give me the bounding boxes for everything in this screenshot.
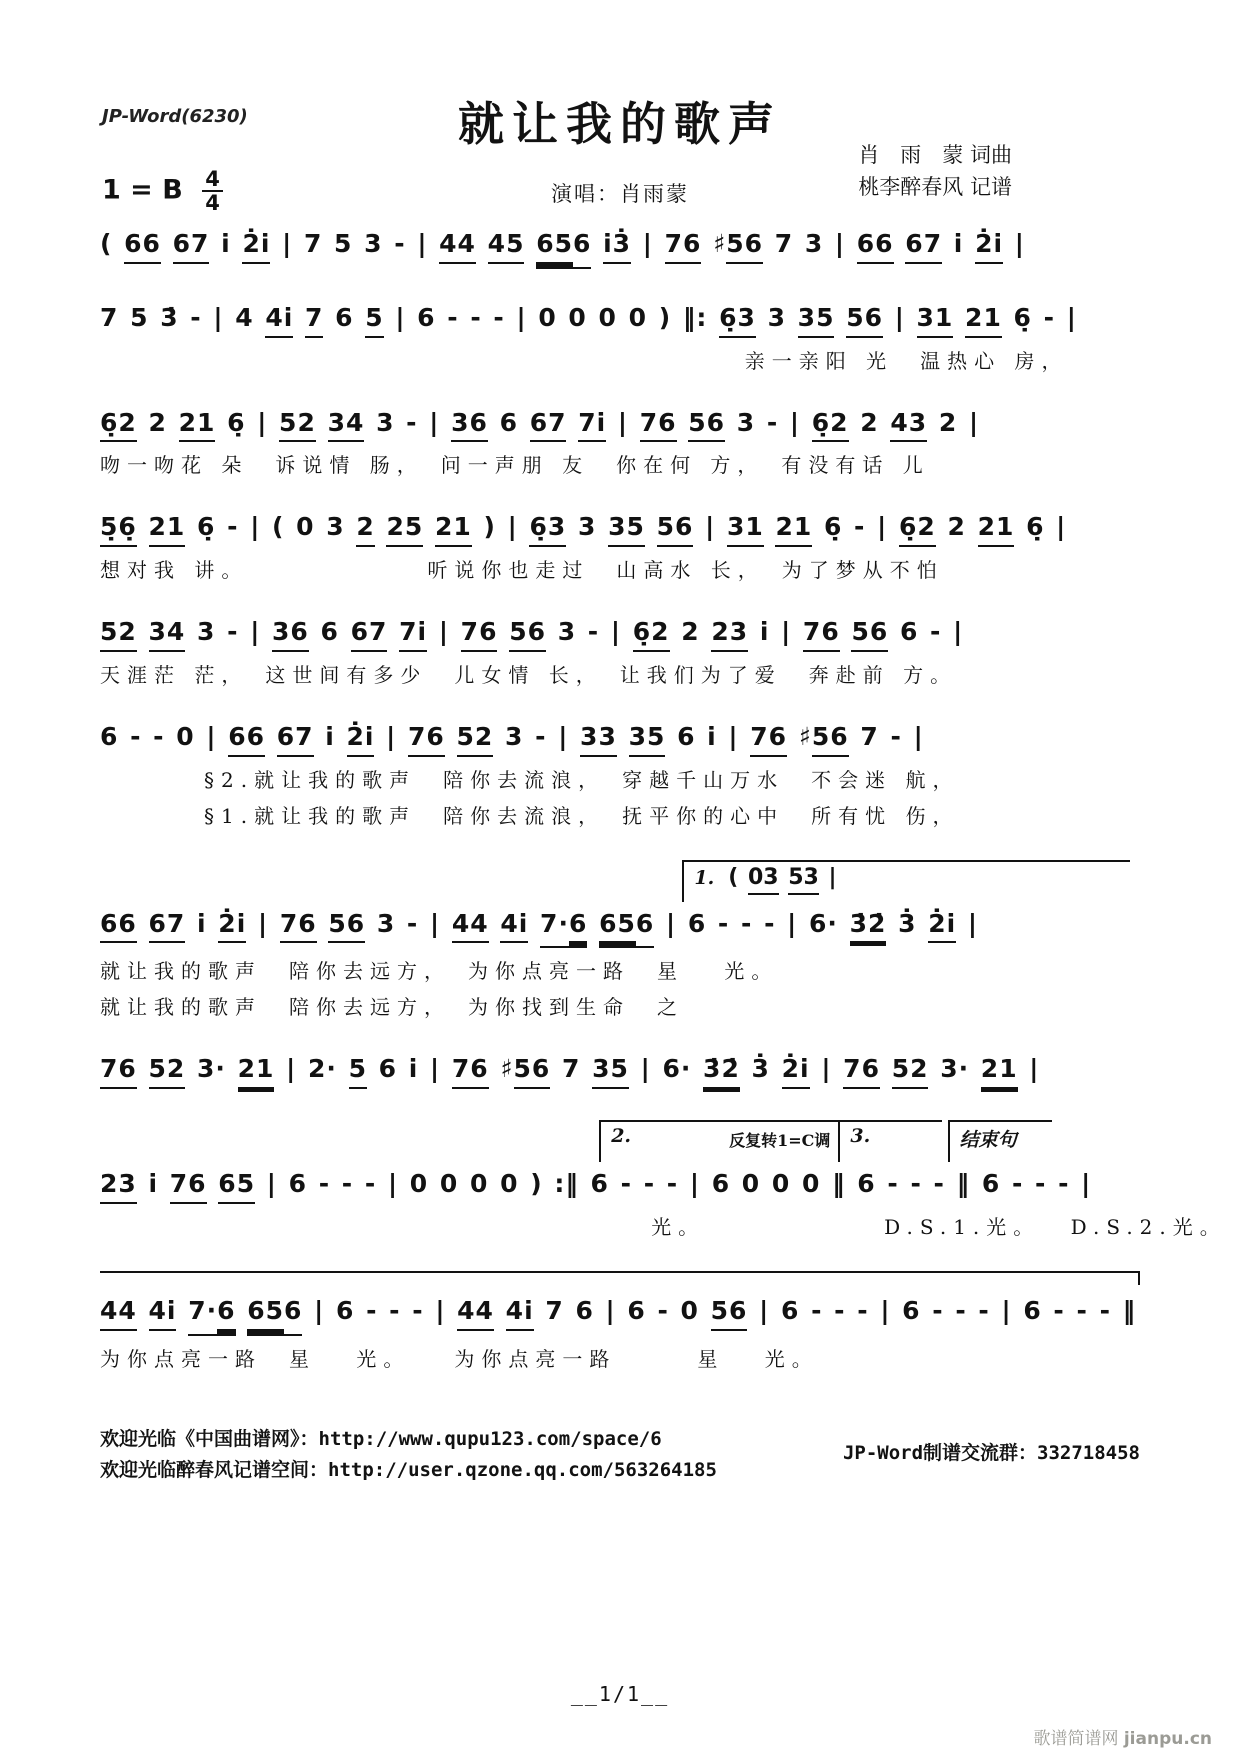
- volta-pickup-notes: ( 03 53 |: [728, 865, 836, 895]
- score-line-3: [100, 405, 1140, 479]
- watermark-site: jianpu.cn: [1123, 1729, 1212, 1749]
- volta-label: 2.: [611, 1125, 632, 1147]
- lyric-row: 就让我的歌声 陪你去远方， 为你点亮一路 星 光。: [100, 959, 779, 984]
- volta-bracket: [599, 1120, 838, 1162]
- volta-bracket: [948, 1120, 1052, 1162]
- notation-row: 6 - - 0 | 66 67 i 2̇i | 76 52 3 - | 33 35 6 i | 76 ♯56 7 - |: [100, 719, 1140, 757]
- lyric-row: 就让我的歌声 陪你去远方， 为你找到生命 之: [100, 995, 684, 1020]
- volta-row: [100, 860, 1140, 906]
- time-top: 4: [202, 168, 223, 192]
- credit-lyrics-music: 肖 雨 蒙 词曲: [858, 143, 1012, 167]
- lyric-row: 天涯茫 茫， 这世间有多少 儿女情 长， 让我们为了爱 奔赴前 方。: [100, 662, 958, 687]
- notation-row: 66 67 i 2̇i | 76 56 3 - | 44 4i 7·6 656 | 6 - - - | 6· 3̇2̇ 3̇ 2̇i |: [100, 906, 1140, 949]
- footer-link-qupu: 欢迎光临《中国曲谱网》：http://www.qupu123.com/space/6: [100, 1427, 662, 1450]
- lyric-row: 吻一吻花 朵 诉说情 肠， 问一声朋 友 你在何 方， 有没有话 儿: [100, 453, 930, 478]
- lyric-row: 亲一亲阳 光 温热心 房，: [744, 348, 1069, 373]
- score-line-9: [100, 1120, 1227, 1240]
- notation-row: ( 66 67 i 2̇i | 7 5 3 - | 44 45 656 i3̇ | 76 ♯56 7 3 | 66 67 i 2̇i |: [100, 226, 1140, 269]
- song-title: 就让我的歌声: [458, 97, 782, 151]
- volta-bracket: [682, 860, 1129, 902]
- score-line-8: [100, 1051, 1140, 1089]
- performer-label: 演唱：肖雨蒙: [551, 182, 689, 206]
- watermark-text: 歌谱简谱网: [1033, 1729, 1124, 1749]
- footer-link-qzone: 欢迎光临醉春风记谱空间：http://user.qzone.qq.com/563264185: [100, 1458, 717, 1481]
- volta-label: 3.: [850, 1125, 871, 1147]
- score-line-6: [100, 719, 1140, 829]
- volta-label: 1.: [694, 866, 715, 889]
- time-bottom: 4: [205, 191, 220, 216]
- lyric-row: 为你点亮一路 星 光。 为你点亮一路 星 光。: [100, 1346, 819, 1371]
- score-line-2: [100, 300, 1140, 374]
- notation-row: 23 i 76 65 | 6 - - - | 0 0 0 0 ) :‖ 6 - - - | 6 0 0 0 ‖ 6 - - - ‖ 6 - - - |: [100, 1166, 1140, 1204]
- volta-label: 结束句: [959, 1129, 1017, 1151]
- notation-row: 76 52 3· 21 | 2· 5 6 i | 76 ♯56 7 35 | 6· 3̇2̇ 3̇ 2̇i | 76 52 3· 21 |: [100, 1051, 1140, 1089]
- score-line-1: [100, 226, 1140, 269]
- score-header: [100, 0, 1140, 220]
- notation-row: 44 4i 7·6 656 | 6 - - - | 44 4i 7 6 | 6 - 0 56 | 6 - - - | 6 - - - | 6 - - - ‖: [100, 1293, 1140, 1336]
- notation-row: 52 34 3 - | 36 6 67 7i | 76 56 3 - | 6̣2 2 23 i | 76 56 6 - |: [100, 614, 1140, 652]
- footer-qq-group: JP-Word制谱交流群：332718458: [842, 1441, 1140, 1464]
- lyric-row: 想对我 讲。 听说你也走过 山高水 长， 为了梦从不怕: [100, 558, 944, 582]
- page-content: [100, 0, 1227, 1486]
- volta-repeat-key-note: 反复转1=C调: [729, 1131, 831, 1150]
- key-label: 1 = B: [102, 174, 183, 206]
- generator-label: JP-Word(6230): [102, 106, 248, 127]
- lyric-row: §1.就让我的歌声 陪你去流浪， 抚平你的心中 所有忧 伤，: [204, 803, 960, 828]
- notation-row: 5̣6̣ 21 6̣ - | ( 0 3 2 25 21 ) | 6̣3 3 35 56 | 31 21 6̣ - | 6̣2 2 21 6̣ |: [100, 509, 1140, 547]
- credit-transcriber: 桃李醉春风 记谱: [858, 174, 1012, 199]
- score-line-10: [100, 1271, 1140, 1372]
- lyric-row: 光。 D.S.1.光。 D.S.2.光。: [651, 1214, 1227, 1239]
- watermark: [1033, 1724, 1212, 1749]
- page-number: __1/1__: [570, 1682, 670, 1706]
- score: [100, 226, 1227, 1372]
- score-line-5: [100, 614, 1140, 688]
- score-line-4: [100, 509, 1140, 583]
- volta-bracket: [838, 1120, 942, 1162]
- page-footer: [100, 1424, 1140, 1487]
- lyric-row: §2.就让我的歌声 陪你去流浪， 穿越千山万水 不会迷 航，: [204, 767, 960, 792]
- continuation-bracket: [100, 1271, 1140, 1285]
- score-line-7: [100, 860, 1140, 1021]
- notation-row: 7 5 3̇ - | 4 4i 7 6 5 | 6 - - - | 0 0 0 0 ) ‖: 6̣3 3 35 56 | 31 21 6̣ - |: [100, 300, 1140, 338]
- notation-row: 6̣2 2 21 6̣ | 52 34 3 - | 36 6 67 7i | 76 56 3 - | 6̣2 2 43 2 |: [100, 405, 1140, 443]
- volta-row: [100, 1120, 1140, 1166]
